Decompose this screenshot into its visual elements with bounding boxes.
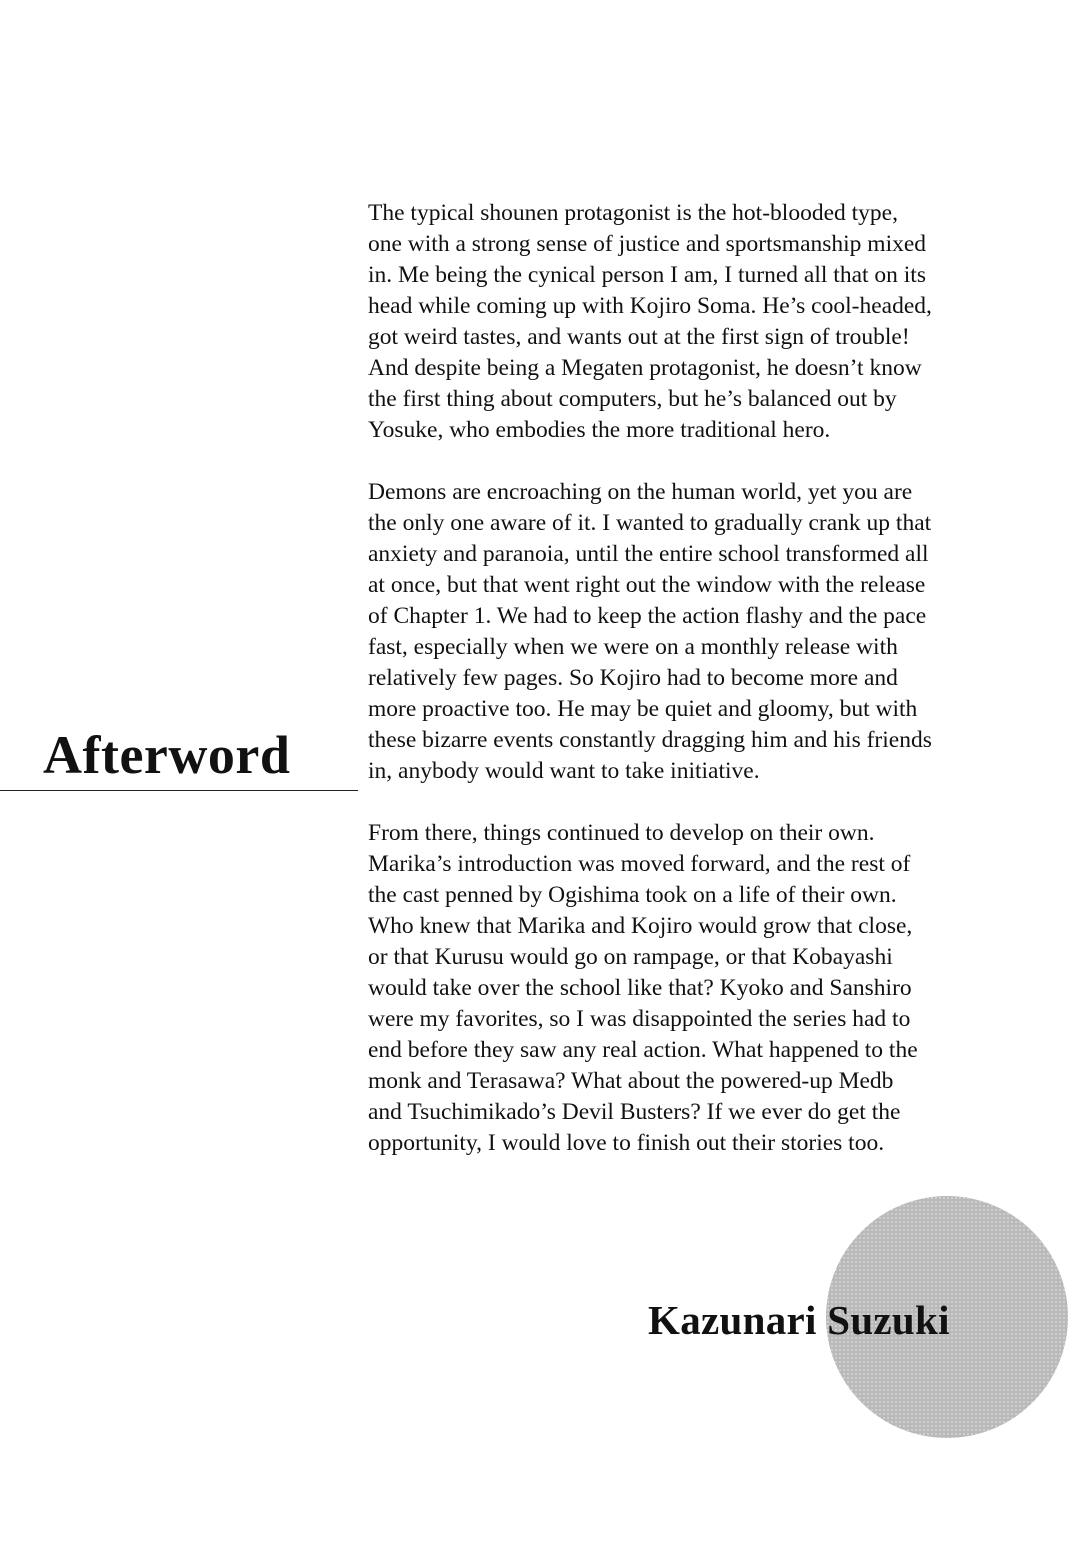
heading-underline	[0, 790, 358, 791]
author-signature: Kazunari Suzuki	[648, 1297, 950, 1343]
paragraph-3: From there, things continued to develop on their own. Marika’s introduction was moved forward, and the rest of the cast penned by Ogishima took on a life of their own. Who knew that Marika and Kojiro would grow that close, or that Kurusu would go on rampage, or that Kobayashi would take over the school like that? Kyoko and Sanshiro were my favorites, so I was disappointed the series had to end before they saw any real action. What happened to the monk and Terasawa? What about the powered-up Medb and Tsuchimikado’s Devil Busters? If we ever do get the opportunity, I would love to finish out their stories too.	[368, 820, 918, 1156]
afterword-body	[368, 198, 1008, 1190]
paragraph-1: The typical shounen protagonist is the hot-blooded type, one with a strong sense of justice and sportsmanship mixed in. Me being the cynical person I am, I turned all that on its head while coming up with Kojiro Soma. He’s cool-headed, got weird tastes, and wants out at the first sign of trouble! And despite being a Megaten protagonist, he doesn’t know the first thing about computers, but he’s balanced out by Yosuke, who embodies the more traditional hero.	[368, 200, 932, 443]
paragraph-2: Demons are encroaching on the human world, yet you are the only one aware of it. I wanted to gradually crank up that anxiety and paranoia, until the entire school transformed all at once, but that went right out the window with the release of Chapter 1. We had to keep the action flashy and the pace fast, especially when we were on a monthly release with relatively few pages. So Kojiro had to become more and more proactive too. He may be quiet and gloomy, but with these bizarre events constantly dragging him and his friends in, anybody would want to take initiative.	[368, 479, 932, 784]
page-title: Afterword	[43, 725, 291, 785]
